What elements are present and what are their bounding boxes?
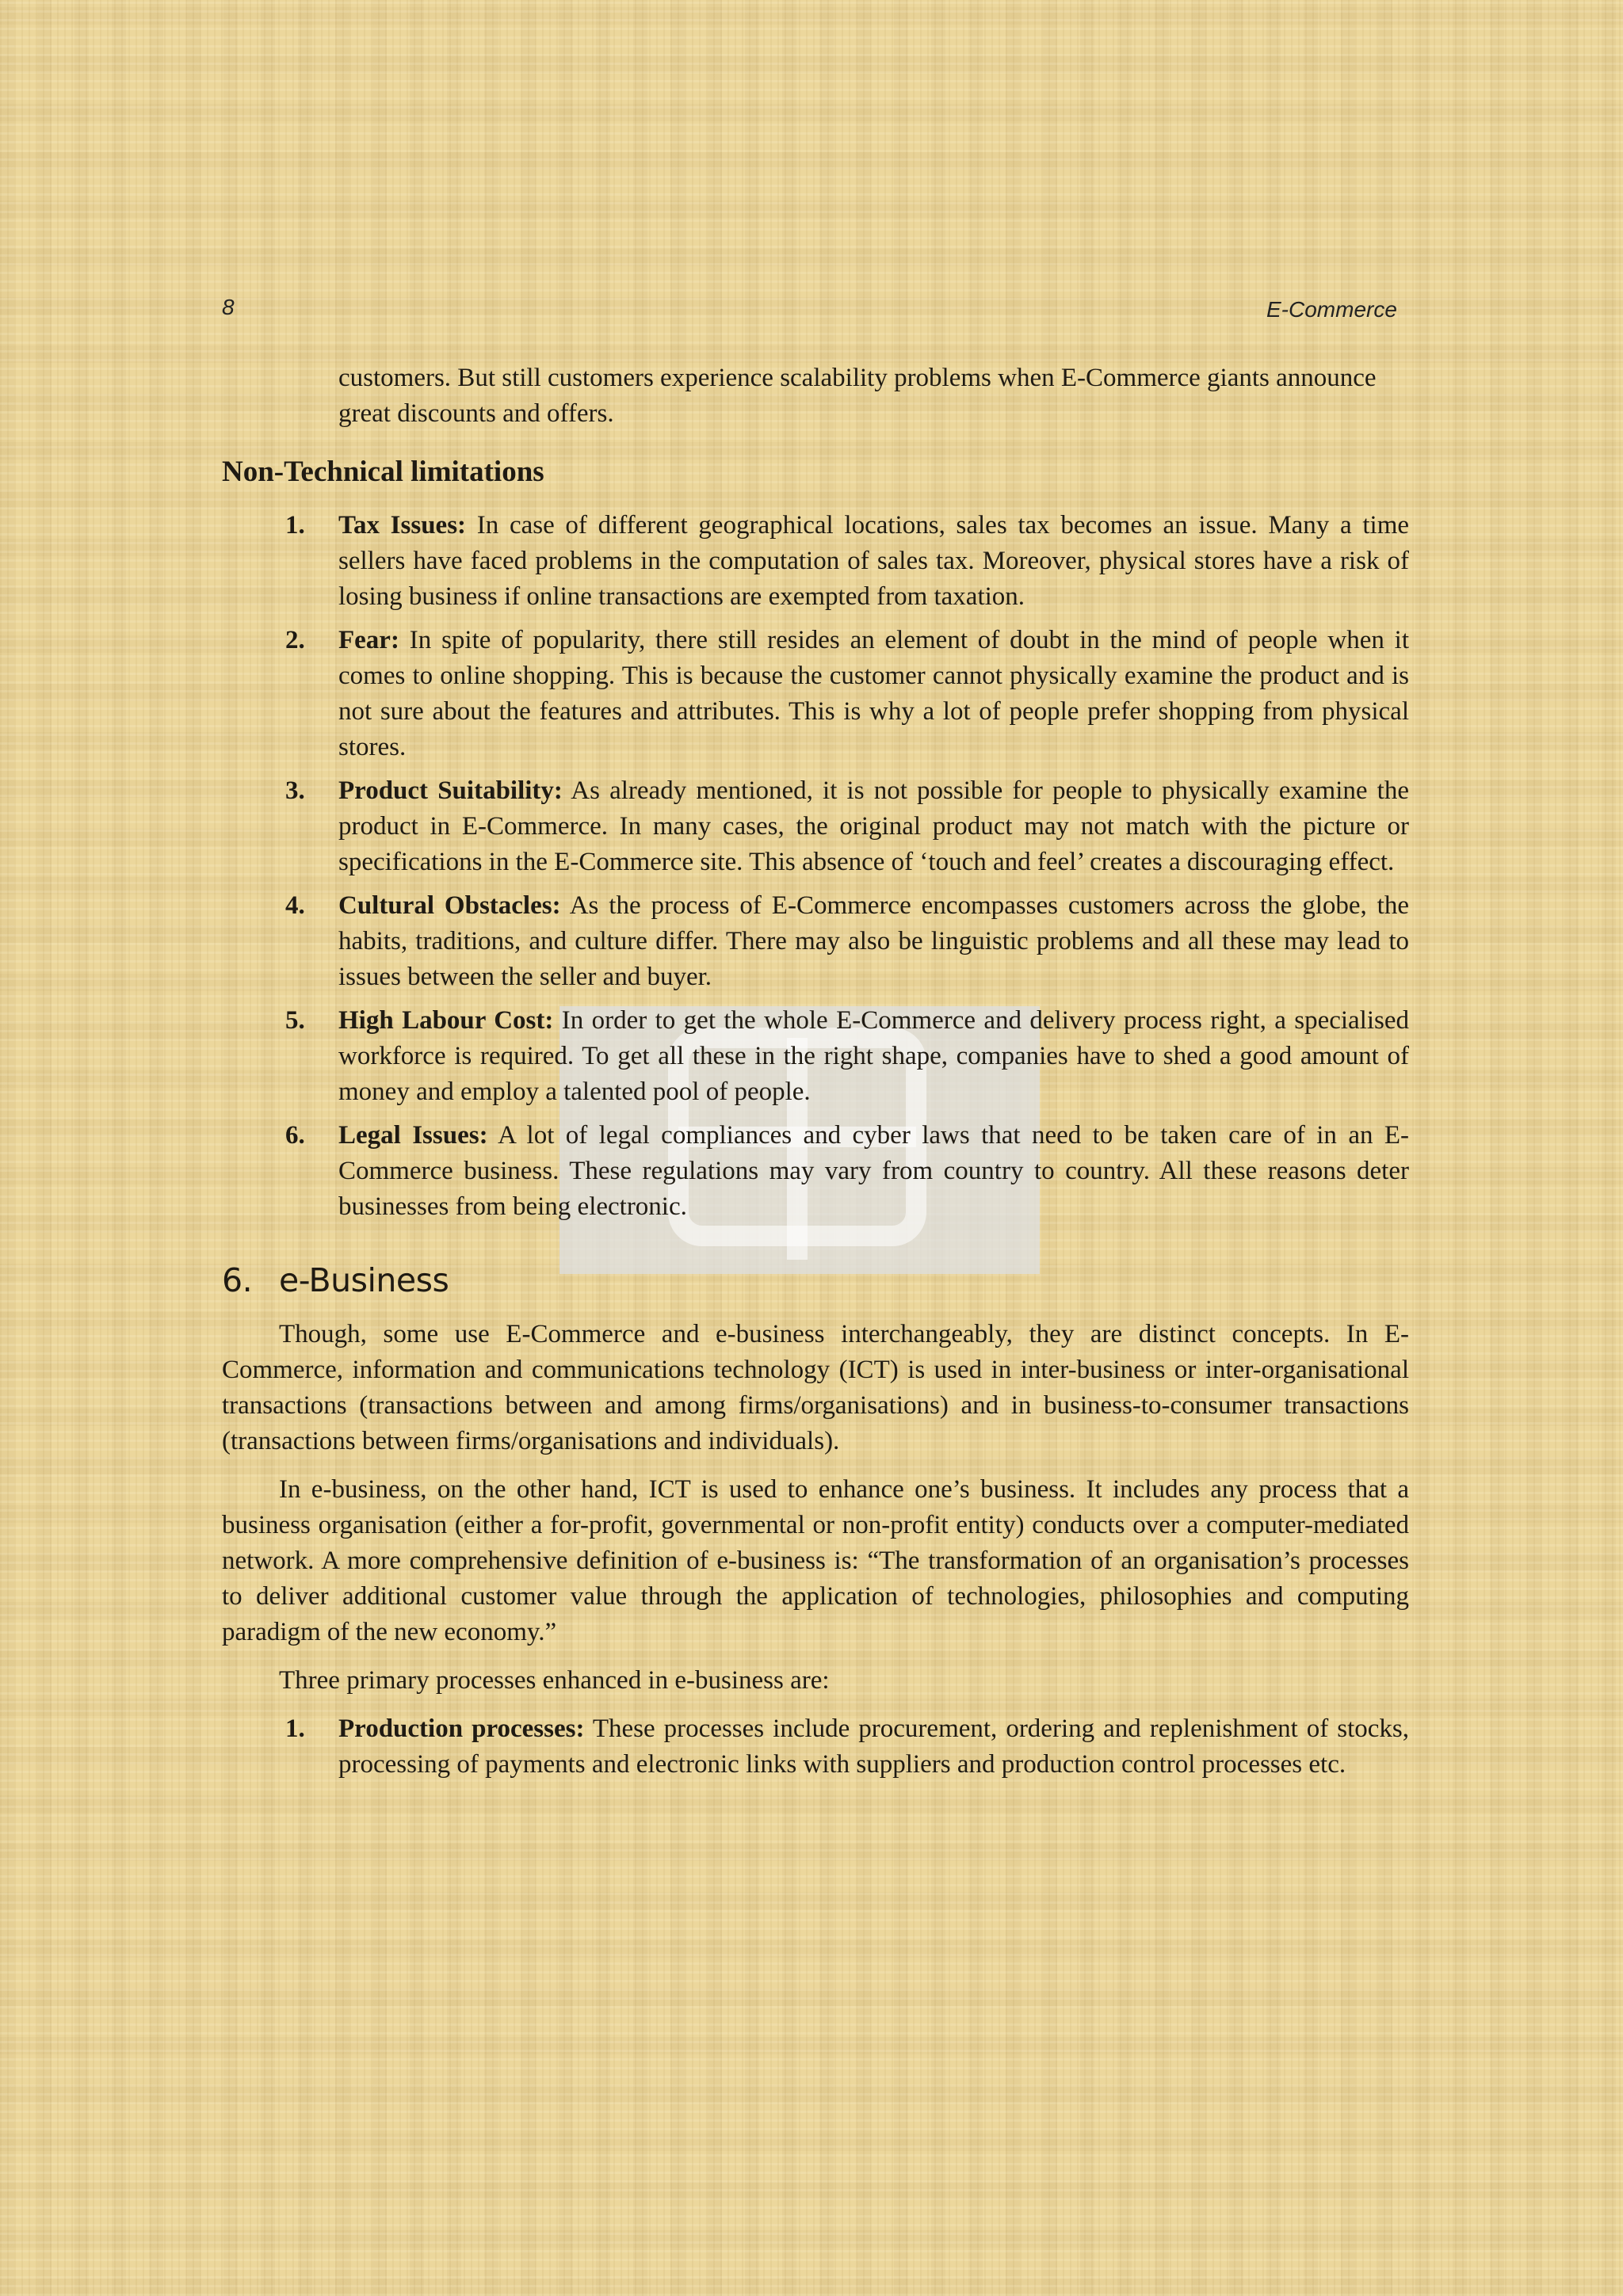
item-number: 4. (285, 891, 305, 920)
section-number: 6. (222, 1261, 253, 1299)
page-number: 8 (222, 295, 235, 319)
non-technical-list (222, 508, 1409, 1225)
list-item (222, 623, 1409, 765)
item-number: 6. (285, 1121, 305, 1150)
list-item (222, 773, 1409, 880)
item-term: Production processes: (338, 1714, 585, 1743)
ebusiness-heading (222, 1258, 1409, 1302)
item-number: 1. (285, 511, 305, 540)
body-paragraph: Though, some use E-Commerce and e-business interchangeably, they are distinct concepts. In E-Commerce, information and communications technology (ICT) is used in inter-business or inter-organisational transactions (transactions between and among firms/organisations) and in business-to-consumer transactions (transactions between firms/organisations and individuals). (222, 1320, 1409, 1455)
list-item (222, 508, 1409, 615)
item-number: 5. (285, 1006, 305, 1035)
section-title: e-Business (279, 1261, 449, 1299)
item-term: High Labour Cost: (338, 1006, 554, 1035)
list-item (222, 1003, 1409, 1110)
item-term: Tax Issues: (338, 511, 467, 540)
item-text: In spite of popularity, there still resides an element of doubt in the mind of people when it comes to online shopping. This is because the customer cannot physically examine the product and is not sure about the features and attributes. This is why a lot of people prefer shopping from physical stores. (338, 626, 1410, 761)
body-paragraph: Three primary processes enhanced in e-business are: (279, 1666, 830, 1695)
ebusiness-process-list (222, 1711, 1409, 1783)
item-term: Product Suitability: (338, 776, 563, 805)
item-term: Cultural Obstacles: (338, 891, 561, 920)
item-term: Fear: (338, 626, 399, 654)
item-term: Legal Issues: (338, 1121, 488, 1150)
list-item (222, 1118, 1409, 1225)
item-number: 2. (285, 626, 305, 654)
item-text: As already mentioned, it is not possible for people to physically examine the product in E-Commerce. In many cases, the original product may not match with the picture or specifications in the E-Commerce site. This absence of ‘touch and feel’ creates a discouraging effect. (338, 776, 1409, 876)
item-text: As the process of E-Commerce encompasses customers across the globe, the habits, traditions, and culture differ. There may also be linguistic problems and all these may lead to issues between the seller and buyer. (338, 891, 1409, 991)
item-text: These processes include procurement, ordering and replenishment of stocks, processing of payments and electronic links with suppliers and production control processes etc. (338, 1714, 1410, 1779)
continuation-paragraph: customers. But still customers experience scalability problems when E-Commerce giants announce great discounts and offers. (338, 364, 1377, 428)
item-number: 1. (285, 1714, 305, 1743)
item-number: 3. (285, 776, 305, 805)
running-header-title: E-Commerce (1266, 297, 1397, 322)
non-technical-heading: Non-Technical limitations (222, 456, 544, 488)
body-paragraph: In e-business, on the other hand, ICT is used to enhance one’s business. It includes any process that a business organisation (either a for-profit, governmental or non-profit entity) conducts over a computer-mediated network. A more comprehensive definition of e-business is: “The transformation of an organisation’s processes to deliver additional customer value through the application of technologies, philosophies and computing paradigm of the new economy.” (222, 1475, 1409, 1646)
list-item (222, 1711, 1409, 1783)
item-text: In case of different geographical locations, sales tax becomes an issue. Many a time sellers have faced problems in the computation of sales tax. Moreover, physical stores have a risk of losing business if online transactions are exempted from taxation. (338, 511, 1410, 611)
item-text: In order to get the whole E-Commerce and delivery process right, a specialised workforce is required. To get all these in the right shape, companies have to shed a good amount of money and employ a talented pool of people. (338, 1006, 1409, 1106)
page-content (222, 360, 1409, 1791)
item-text: A lot of legal compliances and cyber laws that need to be taken care of in an E-Commerce business. These regulations may vary from country to country. All these reasons deter businesses from being electronic. (338, 1121, 1410, 1221)
list-item (222, 888, 1409, 995)
